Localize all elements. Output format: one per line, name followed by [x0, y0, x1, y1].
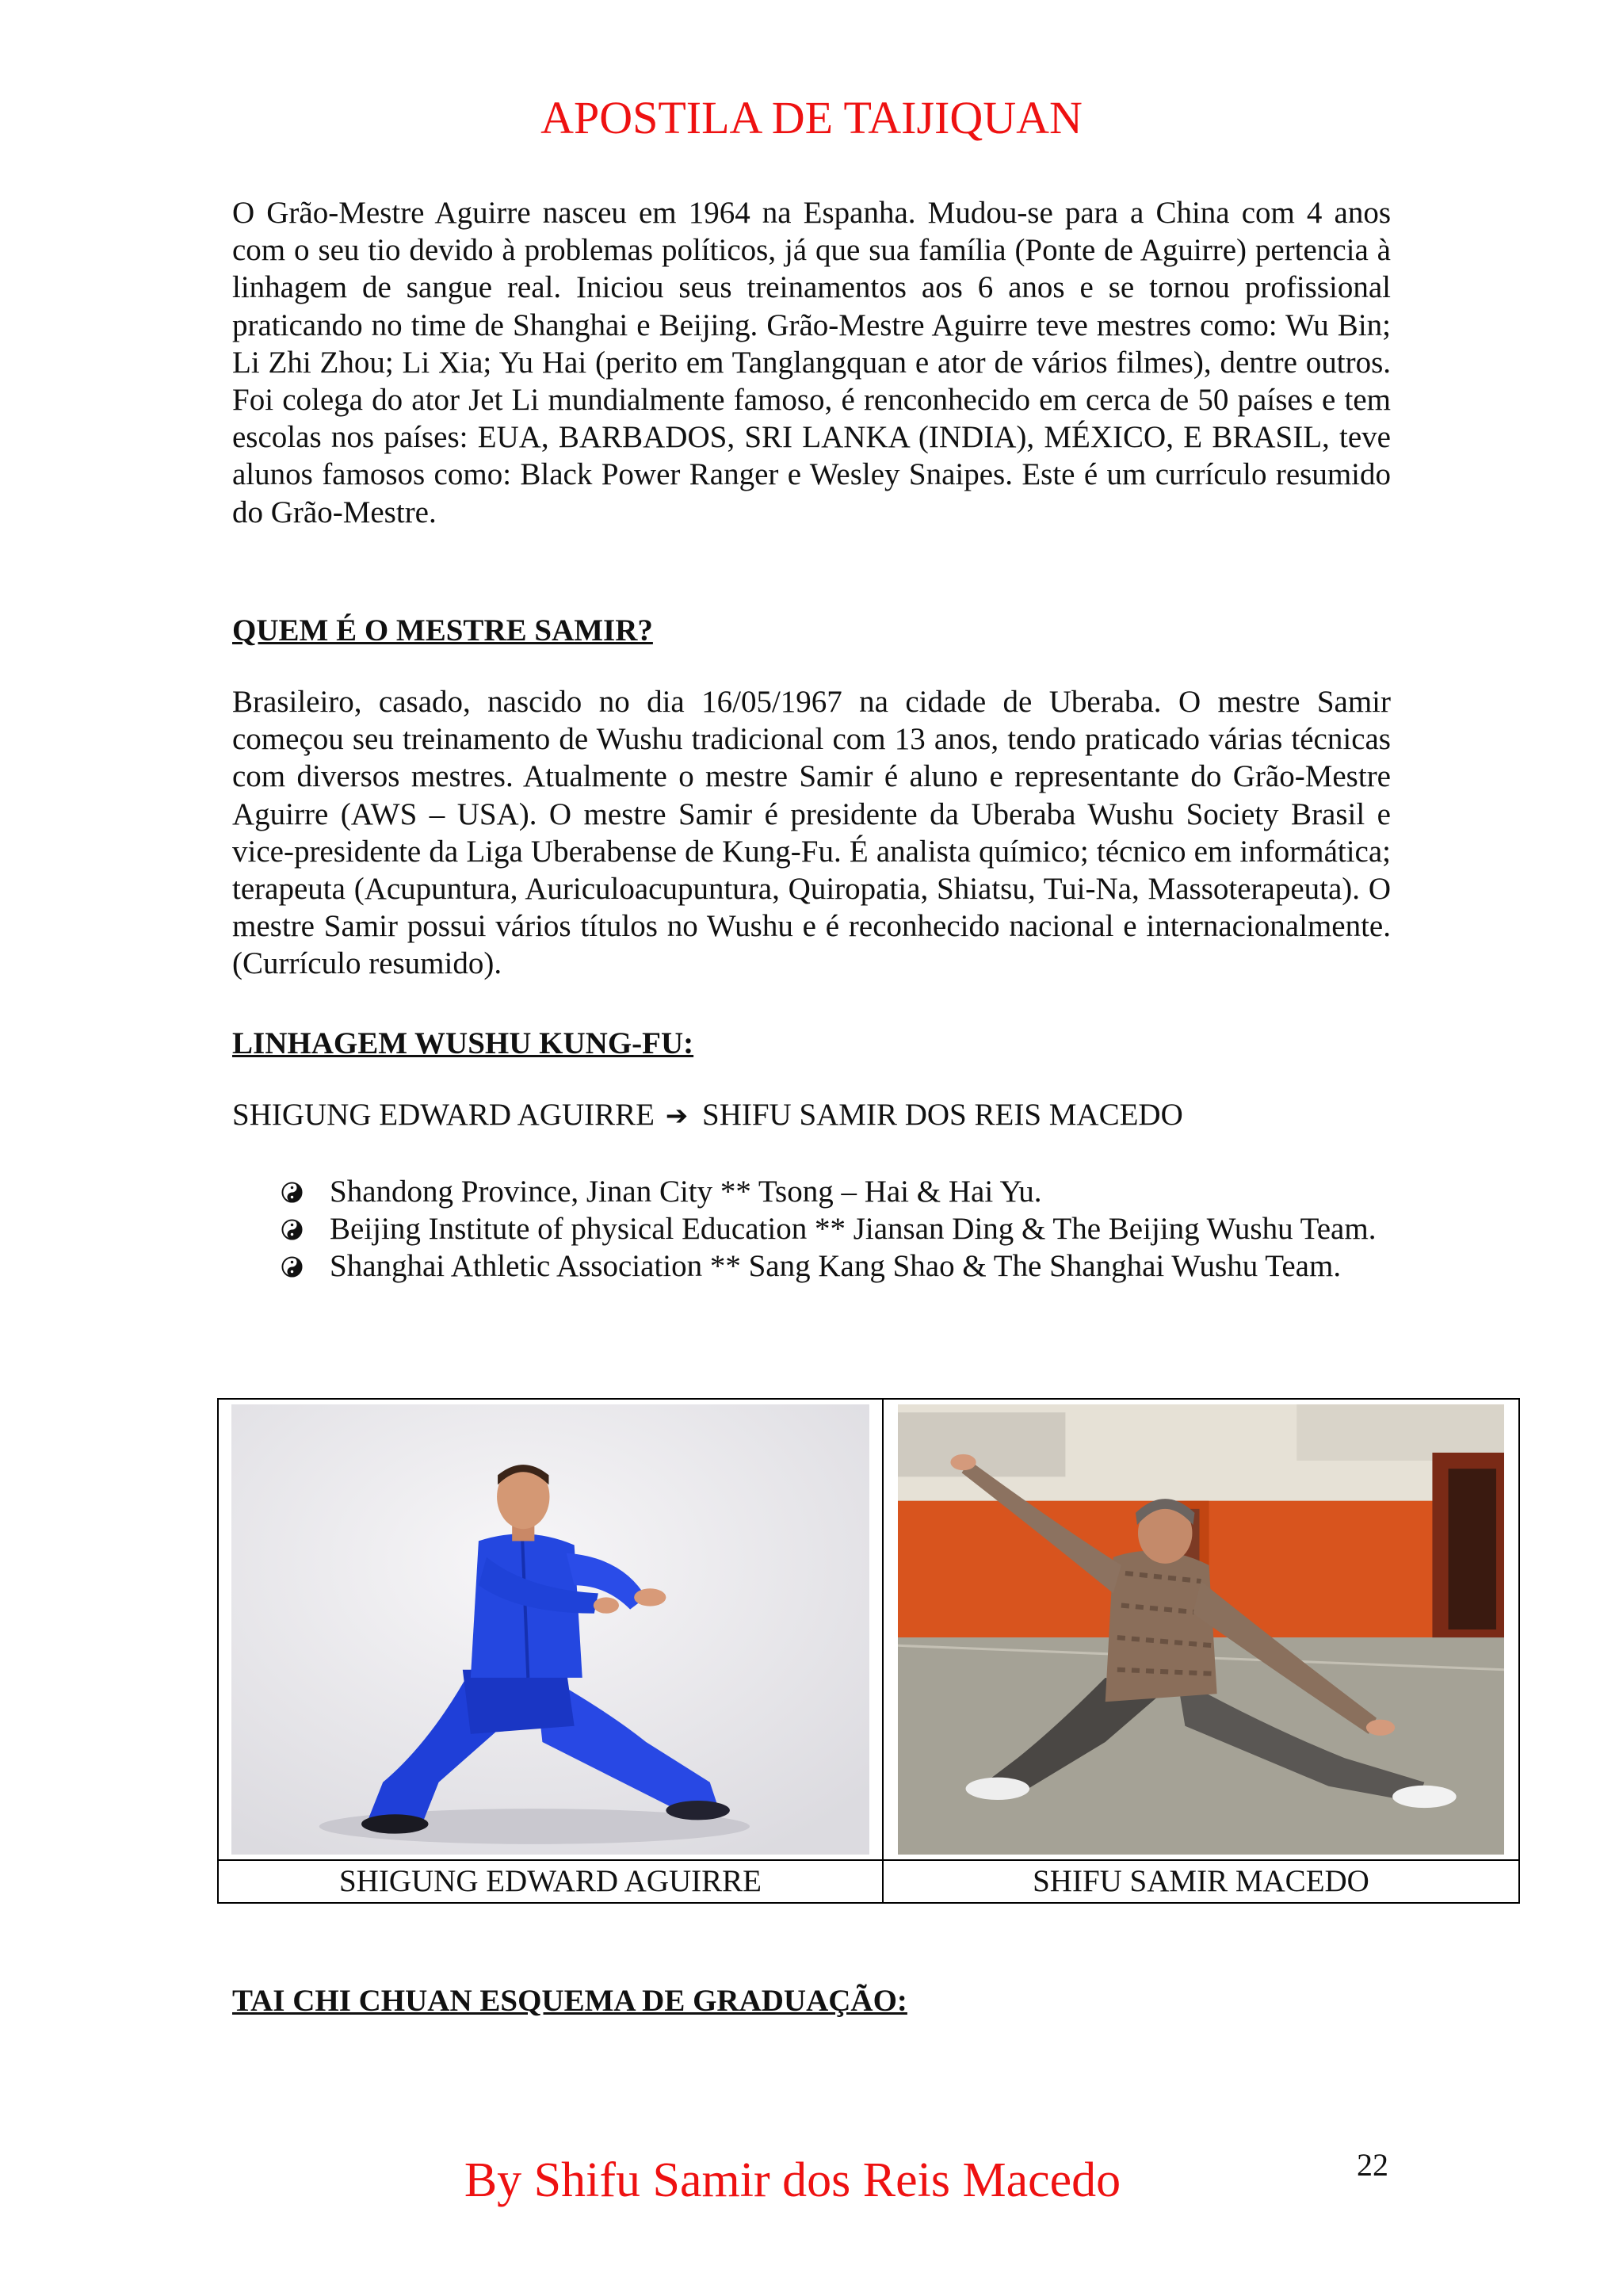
yin-yang-icon	[281, 1256, 303, 1278]
photo-samir	[898, 1404, 1504, 1855]
caption-samir: SHIFU SAMIR MACEDO	[883, 1860, 1519, 1903]
photo-cell-right	[883, 1399, 1519, 1860]
bio-paragraph: O Grão-Mestre Aguirre nasceu em 1964 na Espanha. Mudou-se para a China com 4 anos com o seu tio devido à problemas políticos, já que sua família (Ponte de Aguirre) pertencia à linhagem de sangue real. Iniciou seus treinamentos aos 6 anos e se tornou profissional praticando no time de Shanghai e Beijing. Grão-Mestre Aguirre teve mestres como: Wu Bin; Li Zhi Zhou; Li Xia; Yu Hai (perito em Tanglangquan e ator de vários filmes), dentre outros. Foi colega do ator Jet Li mundialmente famoso, é renconhecido em cerca de 50 países e tem escolas nos países: EUA, BARBADOS, SRI LANKA (INDIA), MÉXICO, E BRASIL, teve alunos famosos como: Black Power Ranger e Wesley Snaipes. Este é um currículo resumido do Grão-Mestre.	[232, 196, 1391, 529]
lineage-heading: LINHAGEM WUSHU KUNG-FU:	[232, 1026, 694, 1060]
photo-cell-left	[218, 1399, 883, 1860]
footer-author: By Shifu Samir dos Reis Macedo	[464, 2153, 1121, 2207]
lineage-list	[281, 1173, 1391, 1286]
photo-table	[217, 1398, 1520, 1904]
yin-yang-icon	[281, 1219, 303, 1240]
list-item: Beijing Institute of physical Education ** Jiansan Ding & The Beijing Wushu Team.	[281, 1210, 1391, 1247]
lineage-from: SHIGUNG EDWARD AGUIRRE	[232, 1098, 655, 1132]
samir-heading: QUEM É O MESTRE SAMIR?	[232, 613, 653, 648]
page-number: 22	[1357, 2147, 1388, 2183]
samir-paragraph: Brasileiro, casado, nascido no dia 16/05/1967 na cidade de Uberaba. O mestre Samir começou seu treinamento de Wushu tradicional com 13 anos, tendo praticado várias técnicas com diversos mestres. Atualmente o mestre Samir é aluno e representante do Grão-Mestre Aguirre (AWS – USA). O mestre Samir é presidente da Uberaba Wushu Society Brasil e vice-presidente da Liga Uberabense de Kung-Fu. É analista químico; técnico em informática; terapeuta (Acupuntura, Auriculoacupuntura, Quiropatia, Shiatsu, Tui-Na, Massoterapeuta). O mestre Samir possui vários títulos no Wushu e é reconhecido nacional e internacionalmente. (Currículo resumido).	[232, 685, 1391, 981]
list-item: Shandong Province, Jinan City ** Tsong – Hai & Hai Yu.	[281, 1173, 1391, 1210]
graduation-heading: TAI CHI CHUAN ESQUEMA DE GRADUAÇÃO:	[232, 1984, 907, 2018]
arrow-right-icon: ➔	[665, 1100, 689, 1132]
lineage-to: SHIFU SAMIR DOS REIS MACEDO	[702, 1098, 1183, 1132]
yin-yang-icon	[281, 1182, 303, 1203]
caption-aguirre: SHIGUNG EDWARD AGUIRRE	[218, 1860, 883, 1903]
lineage-line	[232, 1099, 1183, 1130]
photo-aguirre	[231, 1404, 869, 1855]
page-title: APOSTILA DE TAIJIQUAN	[540, 92, 1083, 143]
list-item: Shanghai Athletic Association ** Sang Kang Shao & The Shanghai Wushu Team.	[281, 1247, 1391, 1285]
